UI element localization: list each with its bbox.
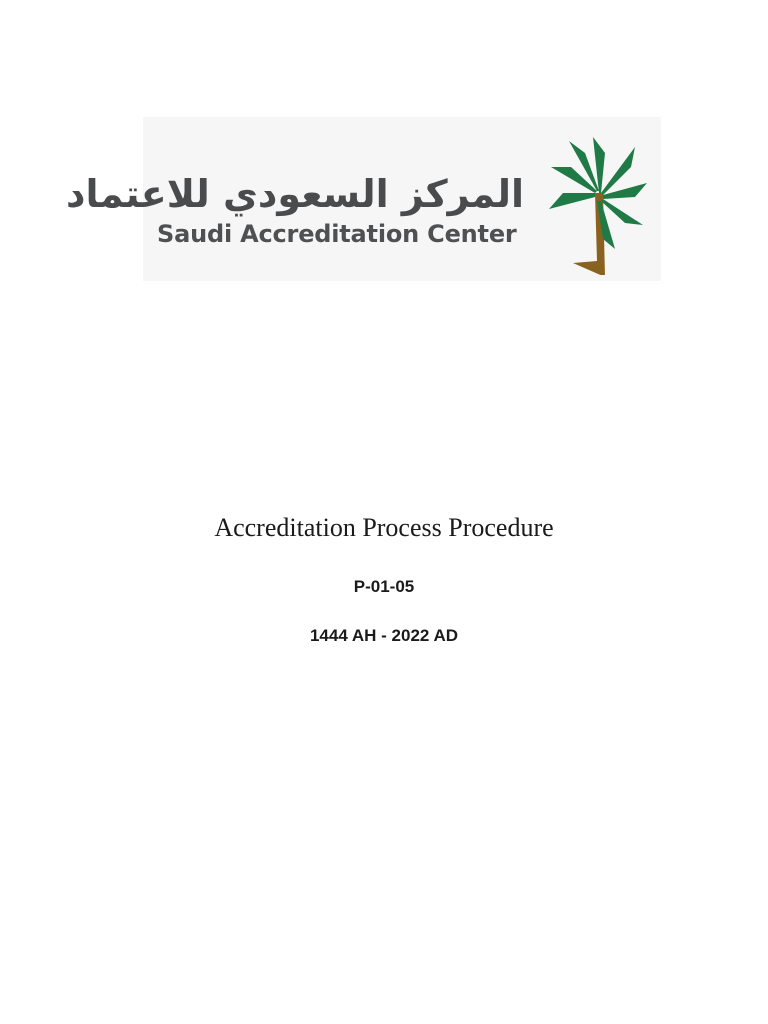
logo-banner [65, 117, 661, 281]
document-title: Accreditation Process Procedure [214, 513, 554, 542]
palm-tree-star-icon [543, 127, 653, 275]
logo-arabic-name: المركز السعودي للاعتماد [65, 172, 524, 216]
logo-english-name: Saudi Accreditation Center [157, 220, 517, 248]
document-code: P-01-05 [353, 577, 415, 596]
document-date: 1444 AH - 2022 AD [309, 626, 459, 645]
